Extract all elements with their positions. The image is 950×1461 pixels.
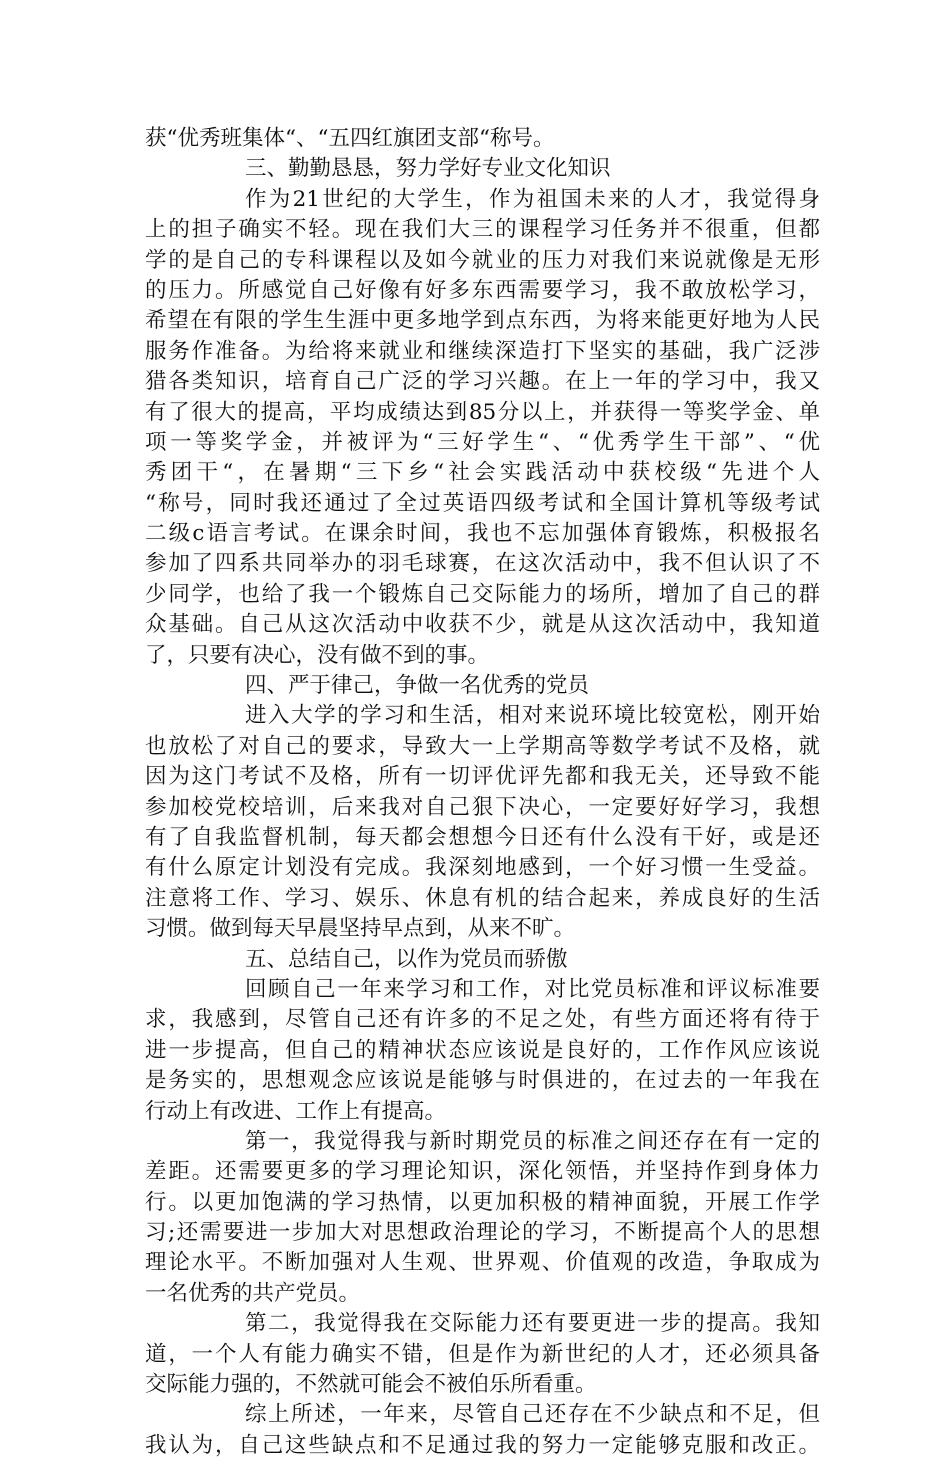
paragraph-line: 参加了四系共同举办的羽毛球赛，在这次活动中，我不但认识了不 [145, 551, 820, 577]
paragraph-line: 差距。还需要更多的学习理论知识，深化领悟，并坚持作到身体力 [145, 1159, 820, 1185]
paragraph-first-line: 综上所述，一年来，尽管自己还存在不少缺点和不足，但 [245, 1402, 820, 1428]
paragraph-line: 注意将工作、学习、娱乐、休息有机的结合起来，养成良好的生活 [145, 885, 820, 911]
paragraph-line: 行。以更加饱满的学习热情，以更加积极的精神面貌，开展工作学 [145, 1189, 820, 1215]
paragraph-line: “称号，同时我还通过了全过英语四级考试和全国计算机等级考试 [145, 490, 820, 516]
paragraph-line: 求，我感到，尽管自己还有许多的不足之处，有些方面还将有待于 [145, 1007, 820, 1033]
paragraph-line: 服务作准备。为给将来就业和继续深造打下坚实的基础，我广泛涉 [145, 338, 820, 364]
paragraph-last-line: 习惯。做到每天早晨坚持早点到，从来不旷。 [145, 916, 576, 942]
paragraph-line: 希望在有限的学生生涯中更多地学到点东西，为将来能更好地为人民 [145, 308, 820, 334]
paragraph-line: 有什么原定计划没有完成。我深刻地感到，一个好习惯一生受益。 [145, 855, 820, 881]
paragraph-line: 我认为，自己这些缺点和不足通过我的努力一定能够克服和改正。 [145, 1432, 820, 1458]
paragraph-line: 理论水平。不断加强对人生观、世界观、价值观的改造，争取成为 [145, 1250, 820, 1276]
paragraph-line: 学的是自己的专科课程以及如今就业的压力对我们来说就像是无形 [145, 247, 820, 273]
paragraph-line: 有了自我监督机制，每天都会想想今日还有什么没有干好，或是还 [145, 824, 820, 850]
paragraph-line: 猎各类知识，培育自己广泛的学习兴趣。在上一年的学习中，我又 [145, 369, 820, 395]
document-body [145, 124, 820, 1461]
section-heading: 四、严于律己，争做一名优秀的党员 [245, 673, 590, 699]
paragraph-line: 二级c语言考试。在课余时间，我也不忘加强体育锻炼，积极报名 [145, 521, 820, 547]
paragraph-last-line: 获“优秀班集体“、“五四红旗团支部“称号。 [145, 126, 555, 151]
paragraph-line: 众基础。自己从这次活动中收获不少，就是从这次活动中，我知道 [145, 612, 820, 638]
paragraph-line: 秀团干“，在暑期“三下乡“社会实践活动中获校级“先进个人 [145, 460, 820, 486]
paragraph-line: 上的担子确实不轻。现在我们大三的课程学习任务并不很重，但都 [145, 217, 820, 243]
paragraph-first-line: 回顾自己一年来学习和工作，对比党员标准和评议标准要 [245, 976, 820, 1002]
paragraph-line: 有了很大的提高，平均成绩达到85分以上，并获得一等奖学金、单 [145, 399, 820, 425]
paragraph-first-line: 进入大学的学习和生活，相对来说环境比较宽松，刚开始 [245, 703, 820, 729]
paragraph-line: 少同学，也给了我一个锻炼自己交际能力的场所，增加了自己的群 [145, 581, 820, 607]
paragraph-last-line: 交际能力强的，不然就可能会不被伯乐所看重。 [145, 1372, 597, 1398]
paragraph-line: 是务实的，思想观念应该说是能够与时俱进的，在过去的一年我在 [145, 1068, 820, 1094]
paragraph-line: 参加校党校培训，后来我对自己狠下决心，一定要好好学习，我想 [145, 794, 820, 820]
paragraph-last-line: 行动上有改进、工作上有提高。 [145, 1098, 447, 1124]
paragraph-line: 也放松了对自己的要求，导致大一上学期高等数学考试不及格，就 [145, 733, 820, 759]
paragraph-line: 道，一个人有能力确实不错，但是作为新世纪的人才，还必须具备 [145, 1341, 820, 1367]
paragraph-last-line: 了，只要有决心，没有做不到的事。 [145, 642, 490, 668]
paragraph-line: 项一等奖学金，并被评为“三好学生“、“优秀学生干部”、“优 [145, 429, 820, 455]
paragraph-first-line: 第二，我觉得我在交际能力还有要更进一步的提高。我知 [245, 1311, 820, 1337]
paragraph-first-line: 作为21世纪的大学生，作为祖国未来的人才，我觉得身 [245, 186, 820, 212]
paragraph-line: 习;还需要进一步加大对思想政治理论的学习，不断提高个人的思想 [145, 1220, 820, 1246]
section-heading: 五、总结自己，以作为党员而骄傲 [245, 946, 568, 972]
paragraph-last-line: 一名优秀的共产党员。 [145, 1280, 361, 1306]
paragraph-line: 进一步提高，但自己的精神状态应该说是良好的，工作作风应该说 [145, 1037, 820, 1063]
paragraph-first-line: 第一，我觉得我与新时期党员的标准之间还存在有一定的 [245, 1128, 820, 1154]
paragraph-line: 的压力。所感觉自己好像有好多东西需要学习，我不敢放松学习， [145, 277, 820, 303]
section-heading: 三、勤勤恳恳，努力学好专业文化知识 [245, 156, 611, 182]
paragraph-line: 因为这门考试不及格，所有一切评优评先都和我无关，还导致不能 [145, 764, 820, 790]
